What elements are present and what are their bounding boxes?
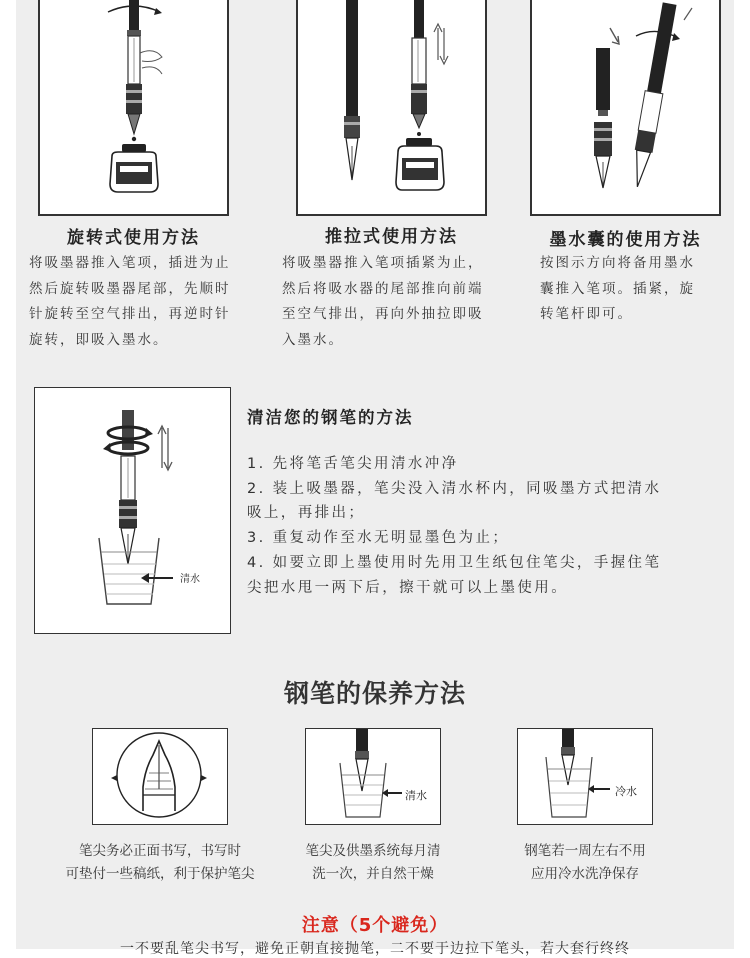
nib-front-description bbox=[40, 840, 280, 885]
description-line: 钢笔若一周左右不用 bbox=[524, 843, 646, 859]
description-line: 囊推入笔项。插紧，旋 bbox=[540, 280, 695, 297]
description-line: 将吸墨器推入笔项插紧为止， bbox=[282, 255, 484, 271]
description-line: 笔尖及供墨系统每月清 bbox=[305, 843, 441, 859]
description-line: 旋转，即吸入墨水。 bbox=[29, 331, 169, 348]
cleaning-steps bbox=[247, 452, 719, 600]
clean-water-label: 清水 bbox=[180, 574, 200, 585]
push-pull-method-description bbox=[282, 251, 517, 353]
cleaning-step: 4. 如要立即上墨使用时先用卫生纸包住笔尖，手握住笔 bbox=[247, 554, 662, 571]
description-line: 可垫付一些稿纸，利于保护笔尖 bbox=[65, 865, 255, 882]
cartridge-method-description bbox=[540, 251, 730, 328]
description-line: 然后将吸水器的尾部推向前端 bbox=[282, 280, 484, 297]
cold-water-description bbox=[495, 840, 675, 885]
notice-title: 注意（5个避免） bbox=[301, 915, 449, 936]
clean-water-label: 清水 bbox=[405, 789, 427, 802]
description-line: 至空气排出，再向外抽拉即吸 bbox=[282, 306, 484, 322]
cleaning-step: 吸上，再排出； bbox=[247, 505, 366, 522]
description-line: 将吸墨器推入笔项，插进为止 bbox=[29, 255, 231, 271]
cleaning-title: 清洁您的钢笔的方法 bbox=[247, 408, 414, 427]
cleaning-step: 3. 重复动作至水无明显墨色为止； bbox=[247, 530, 510, 547]
description-line: 洗一次，并自然干燥 bbox=[312, 865, 434, 882]
nib-front-illustration bbox=[92, 728, 228, 825]
rotate-method-description bbox=[29, 251, 259, 353]
cartridge-method-title: 墨水囊的使用方法 bbox=[549, 230, 702, 250]
cleaning-step: 尖把水甩一两下后，擦干就可以上墨使用。 bbox=[247, 579, 569, 596]
cleaning-step: 1. 先将笔舌笔尖用清水冲净 bbox=[247, 456, 459, 472]
maintenance-title: 钢笔的保养方法 bbox=[283, 679, 466, 708]
push-pull-method-title: 推拉式使用方法 bbox=[325, 227, 458, 247]
description-line: 针旋转至空气排出，再逆时针 bbox=[29, 306, 231, 322]
notice-partial-line: 一不要乱笔尖书写，避免正朝直接抛笔，二不要于边拉下笔头，若大套行终终 bbox=[120, 941, 630, 957]
cold-water-illustration bbox=[517, 728, 653, 825]
cold-water-label: 冷水 bbox=[615, 785, 637, 798]
cleaning-step: 2. 装上吸墨器，笔尖没入清水杯内，同吸墨方式把清水 bbox=[247, 480, 662, 497]
monthly-wash-description bbox=[283, 840, 463, 885]
description-line: 应用冷水洗净保存 bbox=[531, 865, 639, 882]
push-pull-method-illustration bbox=[296, 0, 487, 216]
description-line: 转笔杆即可。 bbox=[540, 306, 633, 322]
rotate-method-illustration bbox=[38, 0, 229, 216]
cartridge-method-illustration bbox=[530, 0, 721, 216]
cleaning-illustration bbox=[34, 387, 231, 634]
description-line: 然后旋转吸墨器尾部，先顺时 bbox=[29, 280, 231, 297]
monthly-wash-illustration bbox=[305, 728, 441, 825]
description-line: 笔尖务必正面书写，书写时 bbox=[79, 843, 241, 859]
description-line: 按图示方向将备用墨水 bbox=[540, 255, 695, 271]
description-line: 入墨水。 bbox=[282, 331, 344, 348]
rotate-method-title: 旋转式使用方法 bbox=[67, 228, 200, 248]
